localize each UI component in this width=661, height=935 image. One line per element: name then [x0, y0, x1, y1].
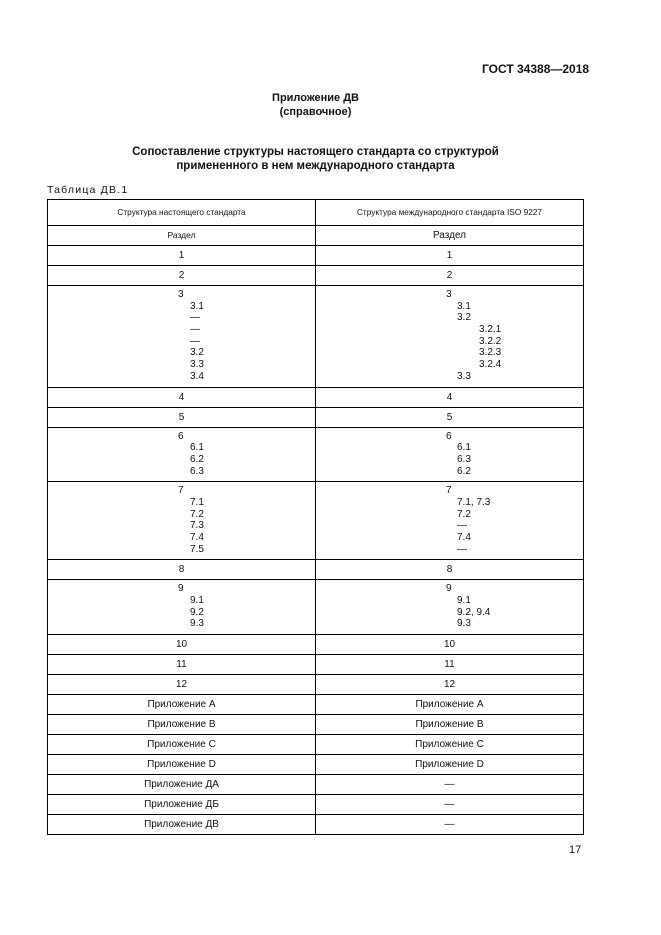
section-entry: 7.4: [457, 532, 471, 543]
cell-national: [48, 286, 316, 388]
table-header-row: [48, 200, 584, 226]
cell-national: [48, 427, 316, 482]
section-entry: —: [457, 543, 467, 555]
section-entry: 6.3: [190, 465, 204, 477]
table-row: [48, 560, 584, 580]
table-row: [48, 695, 584, 715]
section-entry: 6: [446, 430, 452, 442]
annex-title: Приложение ДВ: [272, 92, 359, 104]
cell-international: Приложение D: [316, 755, 584, 775]
table-row: [48, 775, 584, 795]
table-row: [48, 715, 584, 735]
comparison-title-line-2: примененного в нем международного стандарта: [176, 160, 455, 172]
section-entry: 3.2.4: [479, 359, 502, 371]
cell-national: Приложение С: [48, 735, 316, 755]
cell-national: Приложение ДА: [48, 775, 316, 795]
table-row: [48, 266, 584, 286]
cell-international: 2: [316, 266, 584, 286]
section-entry: —: [457, 520, 467, 532]
column-header-national: Структура настоящего стандарта: [48, 200, 316, 226]
cell-international: 11: [316, 655, 584, 675]
table-subheader-row: [48, 226, 584, 246]
cell-international: [316, 482, 584, 560]
cell-international: 10: [316, 635, 584, 655]
section-entry: 3.3: [190, 359, 204, 371]
cell-international: 4: [316, 387, 584, 407]
cell-national: 10: [48, 635, 316, 655]
section-entry: 3.2.2: [479, 335, 502, 347]
section-entry: 7.2: [190, 508, 204, 520]
cell-international: Приложение В: [316, 715, 584, 735]
section-entry: 3.2: [457, 312, 471, 324]
section-entry: 3: [446, 289, 452, 300]
cell-national: 1: [48, 246, 316, 266]
cell-national: 8: [48, 560, 316, 580]
cell-international: 8: [316, 560, 584, 580]
section-entry: 6.1: [457, 442, 471, 454]
section-entry: 7: [446, 485, 452, 497]
cell-national: 11: [48, 655, 316, 675]
section-entry: 6.2: [190, 453, 204, 465]
cell-international: Приложение С: [316, 735, 584, 755]
cell-national: [48, 580, 316, 635]
table-row: [48, 246, 584, 266]
section-entry: —: [190, 335, 200, 347]
section-entry: 3.2.3: [479, 347, 502, 359]
cell-national: Приложение ДБ: [48, 795, 316, 815]
subheader-international: Раздел: [316, 226, 584, 246]
cell-national: Приложение В: [48, 715, 316, 735]
section-entry: 9: [446, 583, 452, 595]
section-entry: 3.2: [190, 347, 204, 359]
cell-national: [48, 482, 316, 560]
section-entry: 7.2: [457, 508, 471, 520]
cell-international: [316, 427, 584, 482]
section-entry: 7.5: [190, 543, 204, 555]
section-entry: 3.1: [190, 300, 204, 312]
annex-subtitle: (справочное): [279, 106, 352, 118]
section-entry: 3.2.1: [479, 324, 502, 336]
table-row: [48, 755, 584, 775]
section-entry: 9.2, 9.4: [457, 606, 491, 618]
table-row: [48, 387, 584, 407]
cell-international: 5: [316, 407, 584, 427]
section-entry: 9.3: [190, 618, 204, 630]
cell-national: 5: [48, 407, 316, 427]
section-entry: 7.1, 7.3: [457, 496, 491, 508]
section-entry: 3: [178, 289, 184, 300]
document-code: ГОСТ 34388—2018: [482, 62, 590, 76]
annex-heading: [0, 91, 631, 119]
section-entry: 7.1: [190, 496, 204, 508]
section-entry: 9.1: [190, 595, 204, 607]
cell-national: 4: [48, 387, 316, 407]
section-entry: —: [190, 324, 200, 336]
section-entry: 3.1: [457, 300, 471, 312]
section-entry: 6.3: [457, 453, 471, 465]
comparison-heading: [0, 145, 631, 173]
section-entry: 7.4: [190, 532, 204, 543]
section-entry: 3.3: [457, 370, 471, 382]
section-entry: 6.1: [190, 442, 204, 454]
table-row: [48, 735, 584, 755]
table-row: [48, 635, 584, 655]
table-label: Таблица ДВ.1: [47, 184, 129, 196]
cell-national: Приложение А: [48, 695, 316, 715]
table-row: [48, 286, 584, 388]
table-row: [48, 675, 584, 695]
cell-national: Приложение ДВ: [48, 815, 316, 835]
cell-international: 12: [316, 675, 584, 695]
table-row: [48, 427, 584, 482]
comparison-title-line-1: Сопоставление структуры настоящего стандарта со структурой: [132, 146, 499, 158]
cell-international: [316, 580, 584, 635]
section-entry: 3.4: [190, 370, 204, 382]
subheader-national: Раздел: [48, 226, 316, 246]
structure-comparison-table: [47, 199, 584, 835]
table-row: [48, 580, 584, 635]
cell-national: 12: [48, 675, 316, 695]
cell-international: [316, 286, 584, 388]
cell-international: Приложение А: [316, 695, 584, 715]
cell-international: —: [316, 795, 584, 815]
section-entry: —: [190, 312, 200, 324]
table-row: [48, 815, 584, 835]
section-entry: 6.2: [457, 465, 471, 477]
page-number: 17: [569, 844, 582, 856]
table-row: [48, 482, 584, 560]
section-entry: 7.3: [190, 520, 204, 532]
cell-international: —: [316, 775, 584, 795]
section-entry: 9.2: [190, 606, 204, 618]
column-header-international: Структура международного стандарта ISO 9227: [316, 200, 584, 226]
cell-national: Приложение D: [48, 755, 316, 775]
table-row: [48, 795, 584, 815]
section-entry: 9: [178, 583, 184, 595]
section-entry: 9.3: [457, 618, 471, 630]
table-row: [48, 655, 584, 675]
section-entry: 7: [178, 485, 184, 497]
section-entry: 6: [178, 430, 184, 442]
cell-international: —: [316, 815, 584, 835]
cell-national: 2: [48, 266, 316, 286]
cell-international: 1: [316, 246, 584, 266]
section-entry: 9.1: [457, 595, 471, 607]
table-row: [48, 407, 584, 427]
